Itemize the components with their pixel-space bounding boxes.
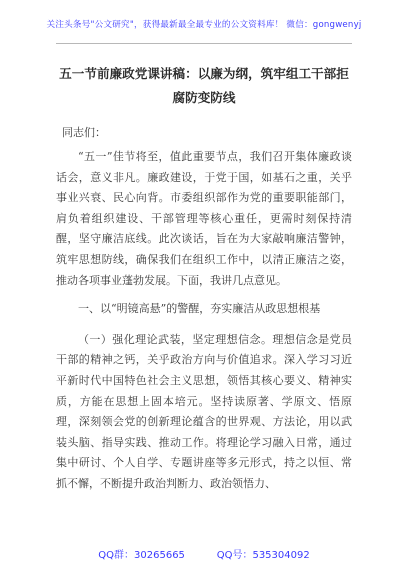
- body-paragraph: “五一”佳节将至，值此重要节点，我们召开集体廉政谈话会，意义非凡。廉政建设，于党于国，如基石之重，关乎事业兴衰、民心向背。市委组织部作为党的重要职能部门，肩负着组织建设、干部管理等核心重任，更需时刻保持清醒，坚守廉洁底线。此次谈话，旨在为大家敲响廉洁警钟，筑牢思想防线，确保我们在组织工作中，以清正廉洁之姿，推动各项事业蓬勃发展。下面，我讲几点意见。: [56, 150, 352, 287]
- header-promo-text: 关注头条号"公文研究"，获得最新最全最专业的公文资料库！ 微信：gongwenyj: [46, 20, 362, 30]
- section-heading: 一、以“明镜高悬”的警醒，夯实廉洁从政思想根基: [78, 302, 321, 316]
- document-title: 五一节前廉政党课讲稿：以廉为纲，筑牢组工干部拒腐防变防线: [59, 66, 349, 105]
- body-paragraph: （一）强化理论武装，坚定理想信念。理想信念是党员干部的精神之钙，关乎政治方向与价值追求。深入学习习近平新时代中国特色社会主义思想，领悟其核心要义、精神实质，方能在思想上固本培元。坚持读原著、学原文、悟原理，深刻领会党的创新理论蕴含的世界观、方法论，用以武装头脑、指导实践、推动工作。将理论学习融入日常，通过集中研讨、个人自学、专题讲座等多元形式，持之以恒、常抓不懈，不断提升政治判断力、政治领悟力、: [56, 332, 352, 490]
- footer-contact-text: QQ群：30265665 QQ号：535304092: [98, 550, 310, 561]
- header-divider: [56, 43, 352, 44]
- document-body: [56, 147, 352, 501]
- greeting: 同志们：: [62, 126, 106, 139]
